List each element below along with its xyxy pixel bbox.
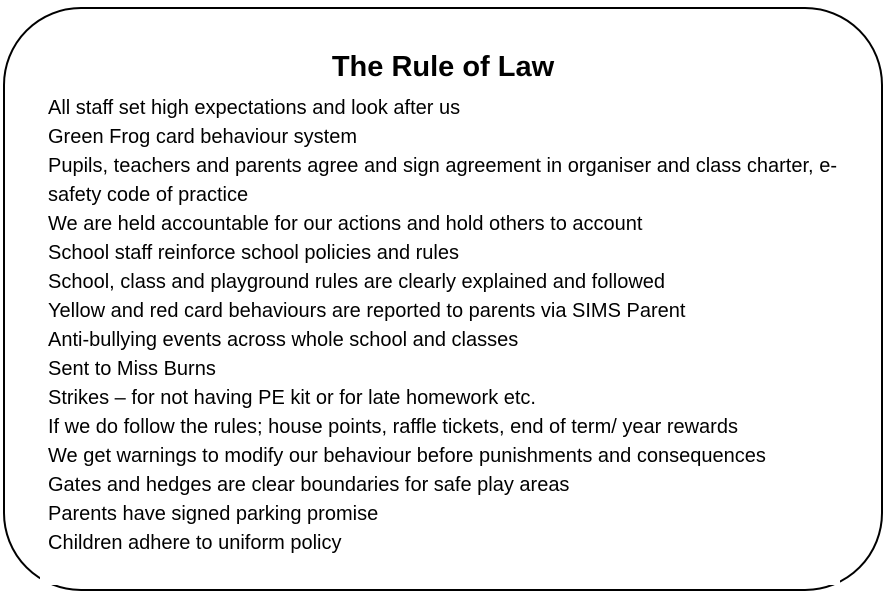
- list-item: School staff reinforce school policies and rules: [48, 242, 459, 264]
- list-item: We get warnings to modify our behaviour before punishments and consequences: [48, 445, 766, 467]
- text-clip-mask: [40, 555, 840, 585]
- list-item: Anti-bullying events across whole school and classes: [48, 329, 519, 351]
- list-item: School, class and playground rules are clearly explained and followed: [48, 271, 666, 293]
- list-item: Parents have signed parking promise: [48, 503, 379, 525]
- list-item: Green Frog card behaviour system: [48, 126, 358, 148]
- list-item: Sent to Miss Burns: [48, 358, 216, 380]
- list-item: Pupils, teachers and parents agree and sign agreement in organiser and class charter, e-safety code of practice: [48, 155, 837, 206]
- list-item: Gates and hedges are clear boundaries for safe play areas: [48, 474, 570, 496]
- list-item: We are held accountable for our actions and hold others to account: [48, 213, 643, 235]
- list-item: Strikes – for not having PE kit or for late homework etc.: [48, 387, 536, 409]
- list-item: If we do follow the rules; house points, raffle tickets, end of term/ year rewards: [48, 416, 738, 438]
- list-item: All staff set high expectations and look after us: [48, 97, 461, 119]
- page-title: The Rule of Law: [331, 51, 555, 83]
- list-item: Children adhere to uniform policy: [48, 532, 342, 554]
- rules-list: [48, 94, 837, 558]
- list-item: Yellow and red card behaviours are reported to parents via SIMS Parent: [48, 300, 686, 322]
